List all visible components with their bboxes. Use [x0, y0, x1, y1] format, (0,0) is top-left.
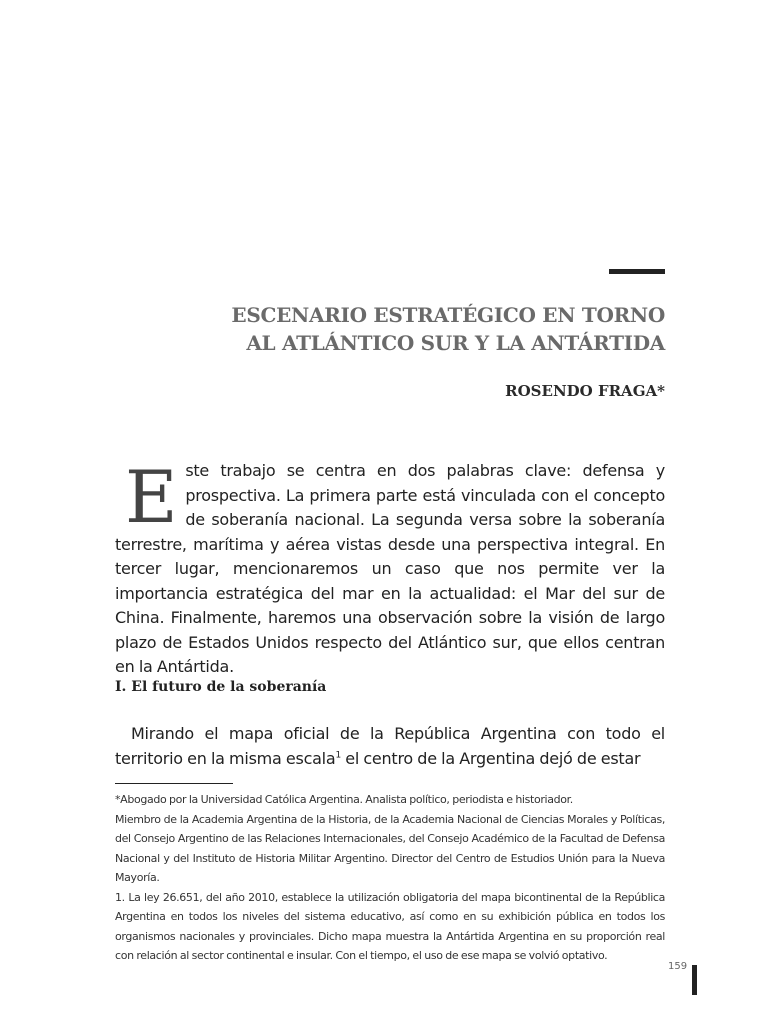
intro-text: ste trabajo se centra en dos palabras clave: defensa y prospectiva. La primera parte está vinculada con el concepto de soberanía nacional. La segunda versa sobre la soberanía terrestre, marítima y aérea vistas desde una perspectiva integral. En tercer lugar, mencionaremos un caso que nos permite ver la importancia estratégica del mar en la actualidad: el Mar del sur de China. Finalmente, haremos una observación sobre la visión de largo plazo de Estados Unidos respecto del Atlántico sur, que ellos centran en la Antártida.: [115, 461, 665, 676]
footnote-1: 1. La ley 26.651, del año 2010, establece la utilización obligatoria del mapa bicontinental de la República Argentina en todos los niveles del sistema educativo, así como en su exhibición pública en todos los organismos nacionales y provinciales. Dicho mapa muestra la Antártida Argentina en su proporción real con relación al sector continental e insular. Con el tiempo, el uso de ese mapa se volvió optativo.: [115, 890, 665, 962]
section-paragraph: [115, 722, 665, 771]
footnote-author-1: *Abogado por la Universidad Católica Argentina. Analista político, periodista e historiador.: [115, 793, 573, 806]
chapter-title-line-2: AL ATLÁNTICO SUR Y LA ANTÁRTIDA: [246, 331, 665, 355]
title-decorative-rule: [609, 269, 665, 274]
footnote-reference[interactable]: 1: [335, 750, 341, 761]
footnote-author-2: Miembro de la Academia Argentina de la Historia, de la Academia Nacional de Ciencias Morales y Políticas, del Consejo Argentino de las Relaciones Internacionales, del Consejo Académico de la Facultad de Defensa Nacional y del Instituto de Historia Militar Argentino. Director del Centro de Estudios Unión para la Nueva Mayoría.: [115, 812, 665, 884]
drop-cap: E: [125, 455, 178, 539]
author-name: ROSENDO FRAGA*: [505, 382, 665, 400]
chapter-title-line-1: ESCENARIO ESTRATÉGICO EN TORNO: [231, 303, 665, 327]
section-heading: I. El futuro de la soberanía: [115, 679, 327, 695]
section-paragraph-text-end: el centro de la Argentina dejó de estar: [340, 748, 641, 768]
footnote-separator: [115, 783, 233, 784]
section-paragraph-text-start: Mirando el mapa oficial de la República Argentina con todo el territorio en la misma escala: [115, 724, 665, 768]
intro-paragraph: [115, 455, 665, 680]
footnotes: [115, 790, 665, 966]
page-marker-bar: [692, 965, 697, 995]
chapter-title: [145, 301, 665, 357]
page-number: 159: [668, 961, 688, 972]
